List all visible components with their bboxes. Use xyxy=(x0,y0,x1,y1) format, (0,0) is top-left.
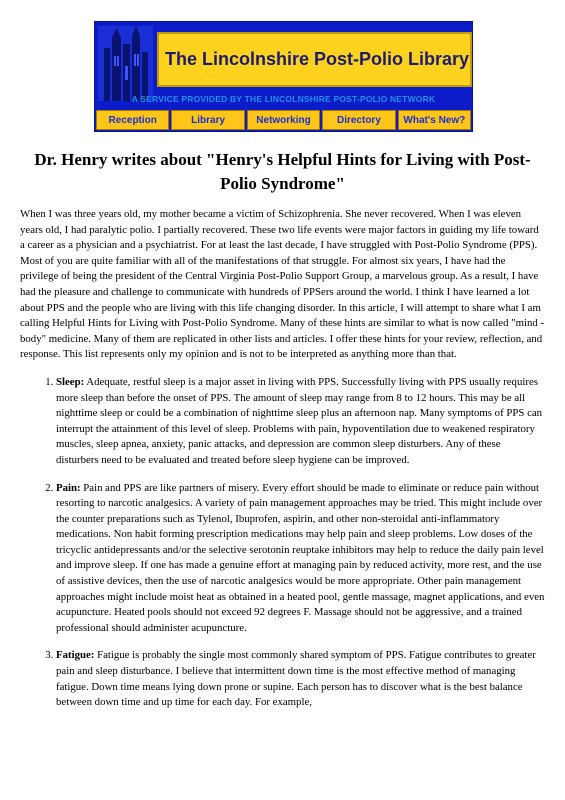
nav-reception[interactable]: Reception xyxy=(96,110,169,130)
hint-term: Fatigue: xyxy=(56,649,95,662)
hint-text: Fatigue is probably the single most commonly shared symptom of PPS. Fatigue contributes to greater pain and sleep disturbance. I believe that intermittent down time is the most effective method of managing fatigue. Down time means lying down prone or supine. Each person has to discover what is the best balance between down time and up time for each day. For example, xyxy=(56,649,536,709)
hint-term: Pain: xyxy=(56,481,81,494)
list-item-fatigue xyxy=(56,648,545,710)
article-body xyxy=(20,207,545,723)
hints-list xyxy=(20,375,545,711)
nav-directory[interactable]: Directory xyxy=(322,110,395,130)
list-item-sleep xyxy=(56,375,545,469)
network-subtitle: A SERVICE PROVIDED BY THE LINCOLNSHIRE POST-POLIO NETWORK xyxy=(131,94,436,104)
nav-networking[interactable]: Networking xyxy=(247,110,320,130)
nav-library[interactable]: Library xyxy=(171,110,244,130)
nav-whats-new[interactable]: What's New? xyxy=(398,110,471,130)
article-title: Dr. Henry writes about "Henry's Helpful Hints for Living with Post-Polio Syndrome" xyxy=(34,150,531,193)
site-banner xyxy=(94,21,473,132)
main-nav xyxy=(95,110,472,130)
library-title: The Lincolnshire Post-Polio Library xyxy=(157,32,472,87)
list-item-pain xyxy=(56,481,545,637)
hint-term: Sleep: xyxy=(56,375,85,388)
intro-paragraph: When I was three years old, my mother became a victim of Schizophrenia. She never recovered. When I was eleven years old, I had paralytic polio. I partially recovered. These two life events were major factors in guiding my life toward a career as a physician and a psychiatrist. For at least the last decade, I have struggled with Post-Polio Syndrome (PPS). Most of you are quite familiar with all of the manifestations of that struggle. For almost six years, I have had the privilege of being the president of the Central Virginia Post-Polio Support Group, a marvelous group. As a result, I have had the pleasure and challenge to communicate with hundreds of PPSers around the world. I think I have learned a lot about PPS and the people who are living with this life changing disorder. In this article, I will attempt to share what I am calling Helpful Hints for Living with Post-Polio Syndrome. Many of these hints are similar to what is now called "mind - body" medicine. Many of them are replicated in other lists and articles. I offer these hints for your review, reflection, and response. This list represents only my opinion and is not to be interpreted as anything more than that. xyxy=(20,208,545,361)
hint-text: Pain and PPS are like partners of misery. Every effort should be made to eliminate or reduce pain without resorting to narcotic analgesics. A variety of pain management approaches may be tried. This might include over the counter preparations such as Tylenol, Ibuprofen, aspirin, and other non-steroidal anti-inflammatory medications. Non habit forming prescription medications may help pain and sleep problems. Low doses of the tricyclic antidepressants and/or the selective serotonin reuptake inhibitors may help to reduce the daily pain level and improve sleep. If one has made a genuine effort at managing pain by reduced activity, more rest, and the use of assistive devices, then the use of narcotic analgesics would be more appropriate. Other pain management approaches might include moist heat as obtained in a heated pool, gentle massage, magnet applications, and even acupuncture. Heated pools should not exceed 92 degrees F. Massage should not be aggressive, and a trained professional should administer acupuncture. xyxy=(56,481,545,634)
hint-text: Adequate, restful sleep is a major asset in living with PPS. Successfully living with PPS usually requires more sleep than before the onset of PPS. The amount of sleep may range from 8 to 12 hours. This may be all nighttime sleep or could be a combination of nighttime sleep plus an afternoon nap. Many symptoms of PPS can interrupt the attainment of this level of sleep. Problems with pain, hypoventilation due to weakened respiratory muscles, sleep apnea, anxiety, panic attacks, and depression are common sleep disturbers. Any of these disturbers need to be evaluated and treated before sleep hygiene can be improved. xyxy=(56,375,543,466)
